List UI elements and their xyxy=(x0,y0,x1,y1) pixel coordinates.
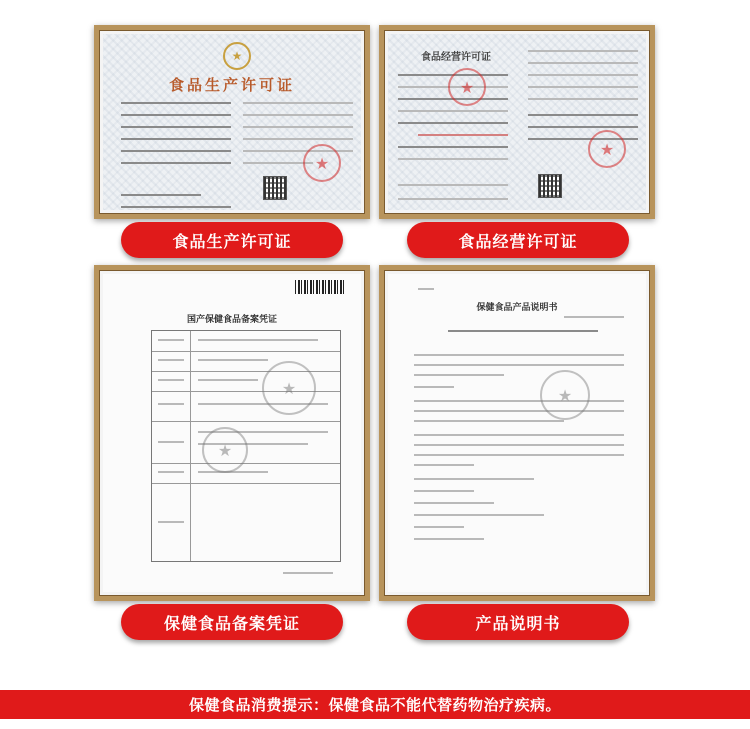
product-manual-label: 产品说明书 xyxy=(407,604,629,640)
document-heading: 保健食品产品说明书 xyxy=(476,303,558,313)
food-business-license-image xyxy=(379,25,655,219)
health-food-filing-certificate-label: 保健食品备案凭证 xyxy=(121,604,343,640)
food-production-license-label: 食品生产许可证 xyxy=(121,222,343,258)
license-paper xyxy=(103,34,361,210)
manual-paper xyxy=(388,274,646,592)
national-emblem-icon: ★ xyxy=(223,42,251,70)
grey-seal-icon: ★ xyxy=(540,370,590,420)
red-seal-icon: ★ xyxy=(448,68,486,106)
consumer-notice-bar xyxy=(0,690,750,719)
document-heading: 食品经营许可证 xyxy=(421,52,491,63)
health-food-filing-certificate-image xyxy=(94,265,370,601)
product-manual-image xyxy=(379,265,655,601)
food-business-license-label: 食品经营许可证 xyxy=(407,222,629,258)
red-seal-icon: ★ xyxy=(588,130,626,168)
certificate-table xyxy=(151,330,341,562)
barcode-icon xyxy=(295,280,345,294)
certificate-paper xyxy=(103,274,361,592)
document-heading: 食品生产许可证 xyxy=(168,76,295,94)
grey-seal-icon: ★ xyxy=(262,361,316,415)
license-paper xyxy=(388,34,646,210)
qr-code-icon xyxy=(263,176,287,200)
consumer-notice-text: 保健食品消费提示：保健食品不能代替药物治疗疾病。 xyxy=(188,696,561,714)
grey-seal-icon: ★ xyxy=(202,427,248,473)
document-heading: 国产保健食品备案凭证 xyxy=(186,315,277,325)
qr-code-icon xyxy=(538,174,562,198)
food-production-license-image xyxy=(94,25,370,219)
red-seal-icon: ★ xyxy=(303,144,341,182)
